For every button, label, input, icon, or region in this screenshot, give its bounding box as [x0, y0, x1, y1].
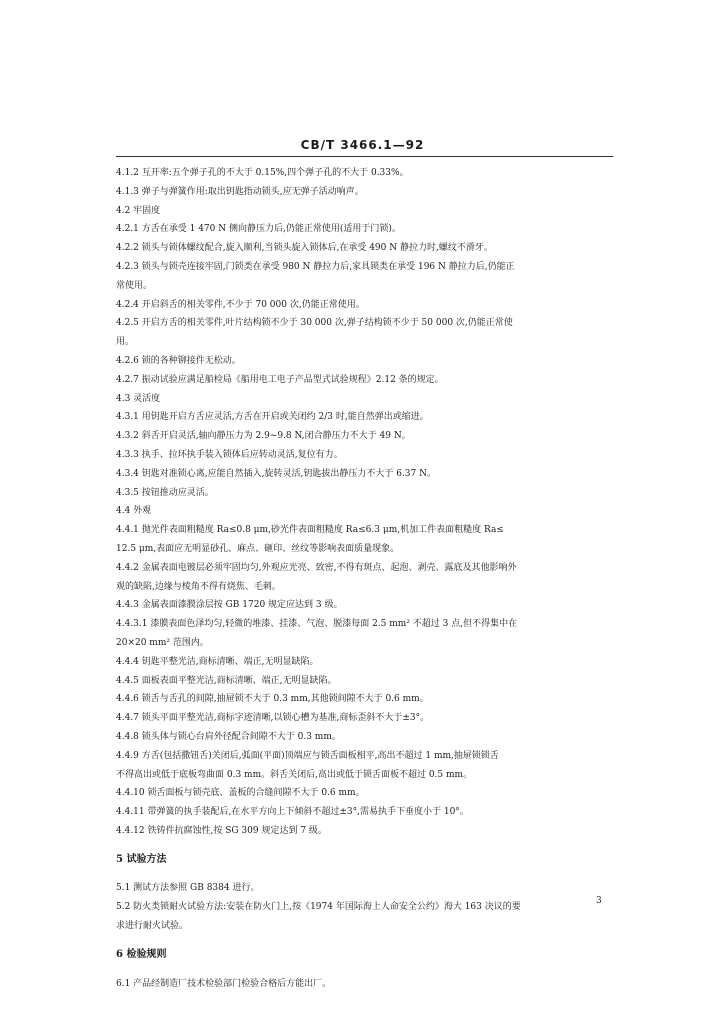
text-line: 观的缺陷,边缘与棱角不得有烧焦、毛刺。 [116, 581, 281, 592]
document-body [116, 164, 613, 993]
text-line: 4.4.9 方舌(包括撒钮舌)关闭后,弧面(平面)顶端应与锁舌面板相平,高出不超过 1 mm,抽屉锁锁舌 [116, 750, 499, 761]
text-line: 4.4.3 金属表面漆膜涂层按 GB 1720 规定应达到 3 级。 [116, 600, 343, 611]
text-line: 5.1 测试方法参照 GB 8384 进行。 [116, 883, 260, 894]
text-line: 4.3.4 钥匙对准锁心离,应能自然插入,旋转灵活,钥匙拔出静压力不大于 6.37 N。 [116, 468, 436, 479]
text-line: 4.2.7 振动试验应满足船检局《船用电工电子产品型式试验规程》2.12 条的规定。 [116, 374, 444, 385]
text-line: 不得高出或低于底板弯曲面 0.3 mm。斜舌关闭后,高出或低于锁舌面板不超过 0.5 mm。 [116, 769, 473, 780]
text-line: 4.4.2 金属表面电镀层必须牢固均匀,外观应光亮、致密,不得有斑点、起泡、剥壳、露底及其他影响外 [116, 562, 517, 573]
text-line: 用。 [116, 337, 135, 348]
text-line: 4.2.1 方舌在承受 1 470 N 侧向静压力后,仍能正常使用(适用于门锁)。 [116, 224, 401, 235]
section-heading: 6 检验规则 [116, 948, 167, 960]
text-line: 4.4.11 带弹簧的执手装配后,在水平方向上下倾斜不超过±3°,需易执手下垂度小于 10°。 [116, 807, 469, 818]
text-line: 求进行耐火试验。 [116, 921, 189, 932]
text-line: 5.2 防火类锁耐火试验方法:安装在防火门上,按《1974 年国际海上人命安全公约》海大 163 决议的要 [116, 902, 521, 913]
text-line: 12.5 μm,表面应无明显砂孔、麻点、砸印、丝纹等影响表面质量现象。 [116, 543, 400, 554]
text-line: 4.3.1 用钥匙开启方舌应灵活,方舌在开启或关闭约 2/3 时,能自然弹出或缩进。 [116, 412, 429, 423]
text-line: 4.2.5 开启方舌的相关零件,叶片结构锁不少于 30 000 次,弹子结构锁不少于 50 000 次,仍能正常使 [116, 318, 513, 329]
page-number: 3 [596, 896, 602, 906]
header-rule [116, 156, 613, 157]
text-line: 4.3 灵活度 [116, 393, 161, 404]
text-line: 4.4.7 锁头平面平整光洁,商标字迹清晰,以锁心槽为基准,商标歪斜不大于±3°。 [116, 713, 430, 724]
text-line: 4.1.2 互开率:五个弹子孔的不大于 0.15%,四个弹子孔的不大于 0.33%。 [116, 168, 409, 178]
text-line: 4.3.2 斜舌开启灵活,轴向静压力为 2.9~9.8 N,闭合静压力不大于 49 N。 [116, 431, 411, 442]
text-line: 4.4.6 锁舌与舌孔的间隙,抽屉锁不大于 0.3 mm,其他锁间隙不大于 0.6 mm。 [116, 694, 429, 705]
text-line: 4.2 牢固度 [116, 205, 161, 216]
text-line: 4.4.5 面板表面平整光洁,商标清晰、端正,无明显缺陷。 [116, 675, 337, 686]
text-line: 6.1 产品经制造厂技术检验部门检验合格后方能出厂。 [116, 978, 332, 989]
text-line: 4.2.2 锁头与锁体螺纹配合,旋入顺利,当锁头旋入锁体后,在承受 490 N 静拉力时,螺纹不滑牙。 [116, 243, 493, 254]
text-line: 4.2.6 锁的各种铆接件无松动。 [116, 355, 241, 366]
text-line: 4.3.3 执手、拉环执手装入锁体后应转动灵活,复位有力。 [116, 449, 343, 460]
text-line: 4.4 外观 [116, 506, 152, 517]
section-heading: 5 试验方法 [116, 853, 167, 865]
text-line: 常使用。 [116, 280, 153, 291]
text-line: 4.4.1 抛光件表面粗糙度 Ra≤0.8 μm,砂光件表面粗糙度 Ra≤6.3 μm,机加工件表面粗糙度 Ra≤ [116, 525, 504, 536]
text-line: 4.4.12 铁铸件抗腐蚀性,按 SG 309 规定达到 7 级。 [116, 825, 327, 836]
text-line: 4.2.4 开启斜舌的相关零件,不少于 70 000 次,仍能正常使用。 [116, 299, 365, 310]
text-line: 4.2.3 锁头与锁壳连接牢固,门锁类在承受 980 N 静拉力后,家具锁类在承受 196 N 静拉力后,仍能正 [116, 261, 515, 272]
text-line: 20×20 mm² 范围内。 [116, 637, 209, 648]
text-line: 4.3.5 按钮推动应灵活。 [116, 487, 214, 498]
document-code-header: CB/T 3466.1—92 [300, 138, 425, 152]
text-line: 4.4.4 钥匙平整光洁,商标清晰、端正,无明显缺陷。 [116, 656, 319, 667]
text-line: 4.4.10 锁舌面板与锁壳底、盖板的合缝间隙不大于 0.6 mm。 [116, 788, 365, 799]
text-line: 4.4.8 锁头体与锁心台肩外径配合间隙不大于 0.3 mm。 [116, 731, 341, 742]
text-line: 4.1.3 弹子与弹簧作用:取出钥匙指动锁头,应无弹子活动响声。 [116, 186, 364, 197]
text-line: 4.4.3.1 漆膜表面色泽均匀,轻微的堆漆、挂漆、气泡、脱漆每面 2.5 mm² 不超过 3 点,但不得集中在 [116, 619, 518, 630]
